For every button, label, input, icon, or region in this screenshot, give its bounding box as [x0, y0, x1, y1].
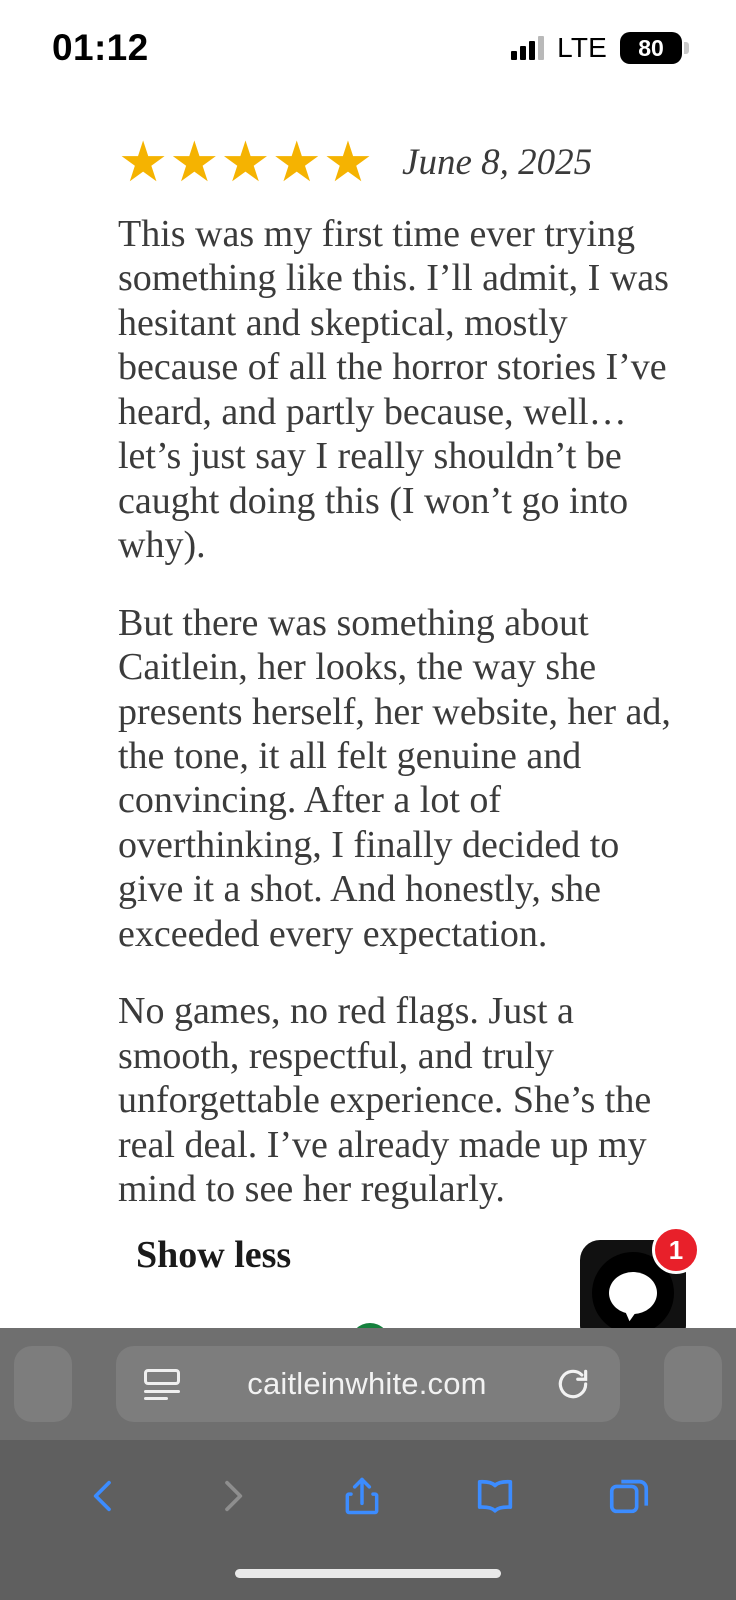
next-tab-preview[interactable] [664, 1346, 722, 1422]
browser-toolbar [0, 1440, 736, 1552]
previous-tab-preview[interactable] [14, 1346, 72, 1422]
url-text: caitleinwhite.com [247, 1366, 487, 1401]
chevron-right-icon [212, 1470, 252, 1522]
show-less-button[interactable]: Show less [136, 1233, 292, 1276]
status-time: 01:12 [52, 27, 149, 68]
review-paragraph: But there was something about Caitlein, her looks, the way she presents herself, her website, her ad, the tone, it all felt genuine and convincing. After a lot of overthinking, I finally decided to give it a shot. And honestly, she exceeded every expectation. [118, 601, 671, 955]
tabs-icon[interactable] [606, 1470, 652, 1522]
battery-icon [620, 32, 682, 64]
network-label: LTE [557, 32, 607, 63]
share-icon[interactable] [340, 1470, 384, 1522]
status-bar [0, 0, 736, 96]
book-icon[interactable] [472, 1470, 518, 1522]
home-indicator[interactable] [235, 1569, 501, 1578]
battery-level: 80 [638, 34, 664, 61]
reader-view-icon[interactable] [144, 1369, 180, 1399]
review-paragraph: No games, no red flags. Just a smooth, respectful, and truly unforgettable experience. She’s the real deal. I’ve already made up my mind to see her regularly. [118, 990, 652, 1211]
url-field[interactable] [116, 1346, 620, 1422]
review-header [118, 130, 682, 193]
status-indicators [511, 32, 682, 64]
review-body [118, 212, 682, 1212]
browser-address-bar [0, 1328, 736, 1440]
chevron-left-icon[interactable] [84, 1470, 124, 1522]
reload-icon[interactable] [554, 1365, 592, 1403]
chat-unread-badge: 1 [652, 1226, 700, 1274]
review-date: June 8, 2025 [402, 141, 593, 183]
review-paragraph: This was my first time ever trying something like this. I’ll admit, I was hesitant and skeptical, mostly because of all the horror stories I’ve heard, and partly because, well… let’s just say I really shouldn’t be caught doing this (I won’t go into why). [118, 213, 669, 567]
star-rating: ★★★★★ [118, 130, 375, 193]
cellular-signal-icon [511, 36, 544, 60]
